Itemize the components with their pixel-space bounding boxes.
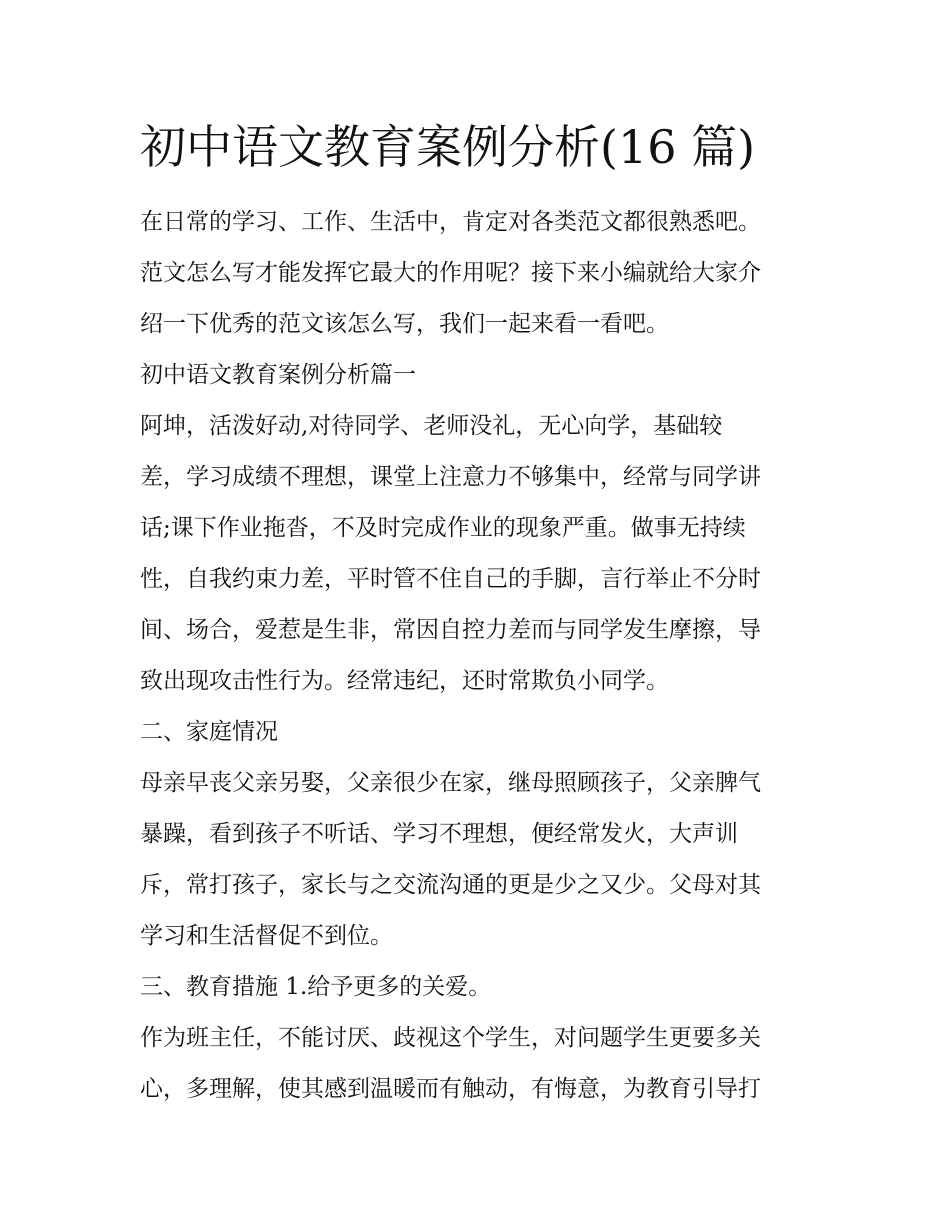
case-line-1: 阿坤，活泼好动,对待同学、老师没礼，无心向学，基础较 <box>140 413 723 439</box>
family-line-3: 斥，常打孩子，家长与之交流沟通的更是少之又少。父母对其 <box>140 872 761 898</box>
case-line-2: 差，学习成绩不理想，课堂上注意力不够集中，经常与同学讲 <box>140 464 761 490</box>
section-heading-measures: 三、教育措施 1.给予更多的关爱。 <box>140 974 492 1000</box>
case-line-6: 致出现攻击性行为。经常违纪，还时常欺负小同学。 <box>140 668 669 694</box>
measures-line-1: 作为班主任，不能讨厌、歧视这个学生，对问题学生更要多关 <box>140 1025 761 1051</box>
case-line-3: 话;课下作业拖沓，不及时完成作业的现象严重。做事无持续 <box>140 515 746 541</box>
intro-line-2: 范文怎么写才能发挥它最大的作用呢？接下来小编就给大家介 <box>140 260 761 286</box>
measures-line-2: 心，多理解，使其感到温暖而有触动，有悔意，为教育引导打 <box>140 1076 761 1102</box>
intro-line-1: 在日常的学习、工作、生活中，肯定对各类范文都很熟悉吧。 <box>140 209 761 235</box>
case-line-4: 性，自我约束力差，平时管不住自己的手脚，言行举止不分时 <box>140 566 761 592</box>
family-line-2: 暴躁，看到孩子不听话、学习不理想，便经常发火，大声训 <box>140 821 738 847</box>
document-body <box>140 197 816 1115</box>
section-heading-family: 二、家庭情况 <box>140 719 278 745</box>
family-line-1: 母亲早丧父亲另娶，父亲很少在家，继母照顾孩子，父亲脾气 <box>140 770 761 796</box>
family-line-4: 学习和生活督促不到位。 <box>140 923 393 949</box>
intro-line-3: 绍一下优秀的范文该怎么写，我们一起来看一看吧。 <box>140 311 669 337</box>
case-line-5: 间、场合，爱惹是生非，常因自控力差而与同学发生摩擦，导 <box>140 617 761 643</box>
document-title: 初中语文教育案例分析(16 篇) <box>140 120 756 174</box>
section-heading-case-one: 初中语文教育案例分析篇一 <box>140 362 416 388</box>
